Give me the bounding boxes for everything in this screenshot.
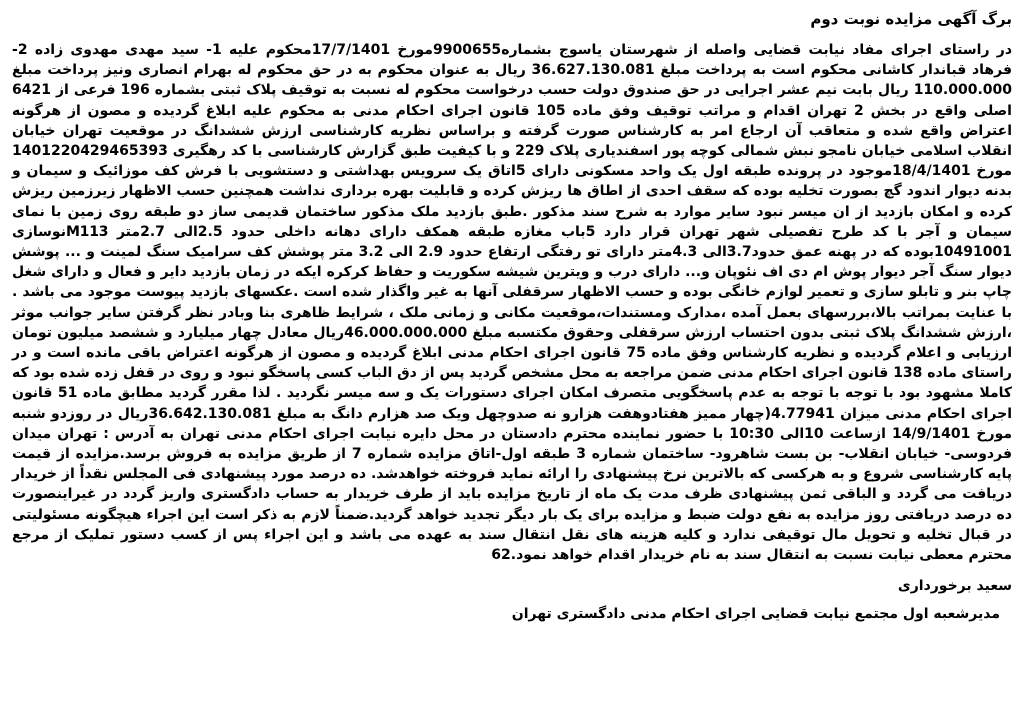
- notice-body: در راستای اجرای مفاد نیابت قضایی واصله از شهرستان یاسوج بشماره9900655مورخ 17/7/1401محکوم علیه 1- سید مهدی مهدوی زاده 2- فرهاد قباندار کاشانی محکوم است به پرداخت مبلغ 36.627.130.081 ریال به عنوان محکوم به در حق محکوم له بهرام انصاری ونیز پرداخت مبلغ 110.000.000 ریال بابت نیم عشر اجرایی در حق صندوق دولت حسب درخواست محکوم له نسبت به توقیف پلاک ثبتی بشماره 196 فرعی از 6421 اصلی واقع در بخش 2 تهران اقدام و مراتب توقیف وفق ماده 105 قانون اجرای احکام مدنی به محکوم علیه ابلاغ گردیده و مصون از هرگونه اعتراض واقع شده و متعاقب آن ارجاع امر به کارشناس صورت گرفته و براساس نظریه کارشناسی ارزش ششدانگ در موقعیت تهران خیابان انقلاب اسلامی خیابان نامجو نبش شمالی کوچه پور اسفندیاری پلاک 229 و با کیفیت طبق گزارش کارشناسی با کد رهگیری 1401220429465393 مورخ 18/4/1401موجود در پرونده طبقه اول یک واحد مسکونی دارای 5اتاق یک سرویس بهداشتی و دستشویی با فرش کف موزائیک و سیمان و بدنه دیوار اندود گچ بصورت تخلیه بوده که سقف احدی از اطاق ها ریزش کرده و قابلیت بهره برداری نداشت همچنین حسب الاظهار زیرزمین ریزش کرده و امکان بازدید از ان میسر نبود سایر موارد به شرح سند مذکور .طبق بازدید ملک مذکور ساختمان قدیمی ساز دو طبقه روی زمین با نمای سیمان و آجر با کد طرح تفصیلی شهر تهران قرار دارد 5باب مغازه طبقه همکف دارای دهانه داخلی حدود 2.5الی 2.7متر M113نوسازی 10491001بوده که در پهنه عمق حدود3.7الی 4.3متر دارای تو رفتگی ارتفاع حدود 2.9 الی 3.2 متر پوشش کف سرامیک سنگ لمینت و ... پوشش دیوار سنگ آجر دیوار پوش ام دی اف نئوپان و... دارای درب و ویترین شیشه سکوریت و حفاظ کرکره ایکه در زمان بازدید دایر و فعال و دارای شغل چاپ بنر و تابلو سازی و تعمیر لوازم خانگی بوده و حسب الاظهار سرقفلی آنها به غیر واگذار شده است .عکسهای بازدید پیوست موجود می باشد . با عنایت بمراتب بالا،بررسهای بعمل آمده ،مدارک ومستندات،موقعیت مکانی و زمانی ملک ، شرایط ظاهری بنا وبادر نظر گرفتن سایر جوانب موثر ،ارزش ششدانگ پلاک ثبتی بدون احتساب ارزش سرقفلی وحقوق مکتسبه مبلغ 46.000.000.000ریال معادل چهار میلیارد و ششصد میلیون تومان ارزیابی و اعلام گردیده و نظریه کارشناس وفق ماده 75 قانون اجرای احکام مدنی ابلاغ گردیده و مصون از هرگونه اعتراض باقی مانده است و در راستای ماده 138 قانون اجرای احکام مدنی ضمن مراجعه به محل مشخص گردید پس از دق الباب کسی پاسخگو نبود و روی در قفل زده شده بود که کاملا مشهود بود با توجه با توجه به عدم پاسخگویی متصرف امکان اجرای دستورات یک و سه میسر نگردید . لذا مقرر گردید مطابق ماده 51 قانون اجرای احکام مدنی میزان 4.77941(چهار ممیز هفتادوهفت هزارو نه صدوچهل ویک صد هزارم دانگ به مبلغ 36.642.130.081ریال در روزدو شنبه مورخ 14/9/1401 ازساعت 10الی 10:30 با حضور نماینده محترم دادستان در محل دایره نیابت اجرای احکام مدنی تهران به آدرس : تهران میدان فردوسی- خیابان انقلاب- بن بست شاهرود- ساختمان شماره 3 طبقه اول-اتاق مزایده شماره 7 از طریق مزایده به فروش برسد.مزایده از قیمت پایه کارشناسی شروع و به هرکسی که بالاترین نرخ پیشنهادی را ارائه نماید فروخته خواهدشد. ده درصد مورد پیشنهادی فی المجلس نقداً از خریدار دریافت می گردد و الباقی ثمن پیشنهادی ظرف مدت یک ماه از تاریخ مزایده باید از طرف خریدار به حساب دادگستری واریز گردد در غیراینصورت ده درصد دریافتی روز مزایده به نفع دولت ضبط و مزایده برای یک بار دیگر تجدید خواهد گردید.ضمناً لازم به ذکر است این اجراء هیچگونه مسئولیتی در قبال تخلیه و تحویل مال توقیفی ندارد و کلیه هزینه های نقل انتقال سند به عهده می باشد و این اجراء پس از کسب دستور تملیک از مرجع محترم معطی نیابت نسبت به انتقال سند به نام خریدار اقدام خواهد نمود.62: [12, 42, 1013, 564]
- signature-name: سعید برخورداری: [897, 578, 1012, 595]
- signature-block: [12, 575, 1012, 625]
- notice-heading: برگ آگهی مزایده نوبت دوم: [810, 10, 1012, 28]
- signature-organization: مدیرشعبه اول مجتمع نیابت قضایی اجرای احکام مدنی دادگستری تهران: [511, 606, 1000, 623]
